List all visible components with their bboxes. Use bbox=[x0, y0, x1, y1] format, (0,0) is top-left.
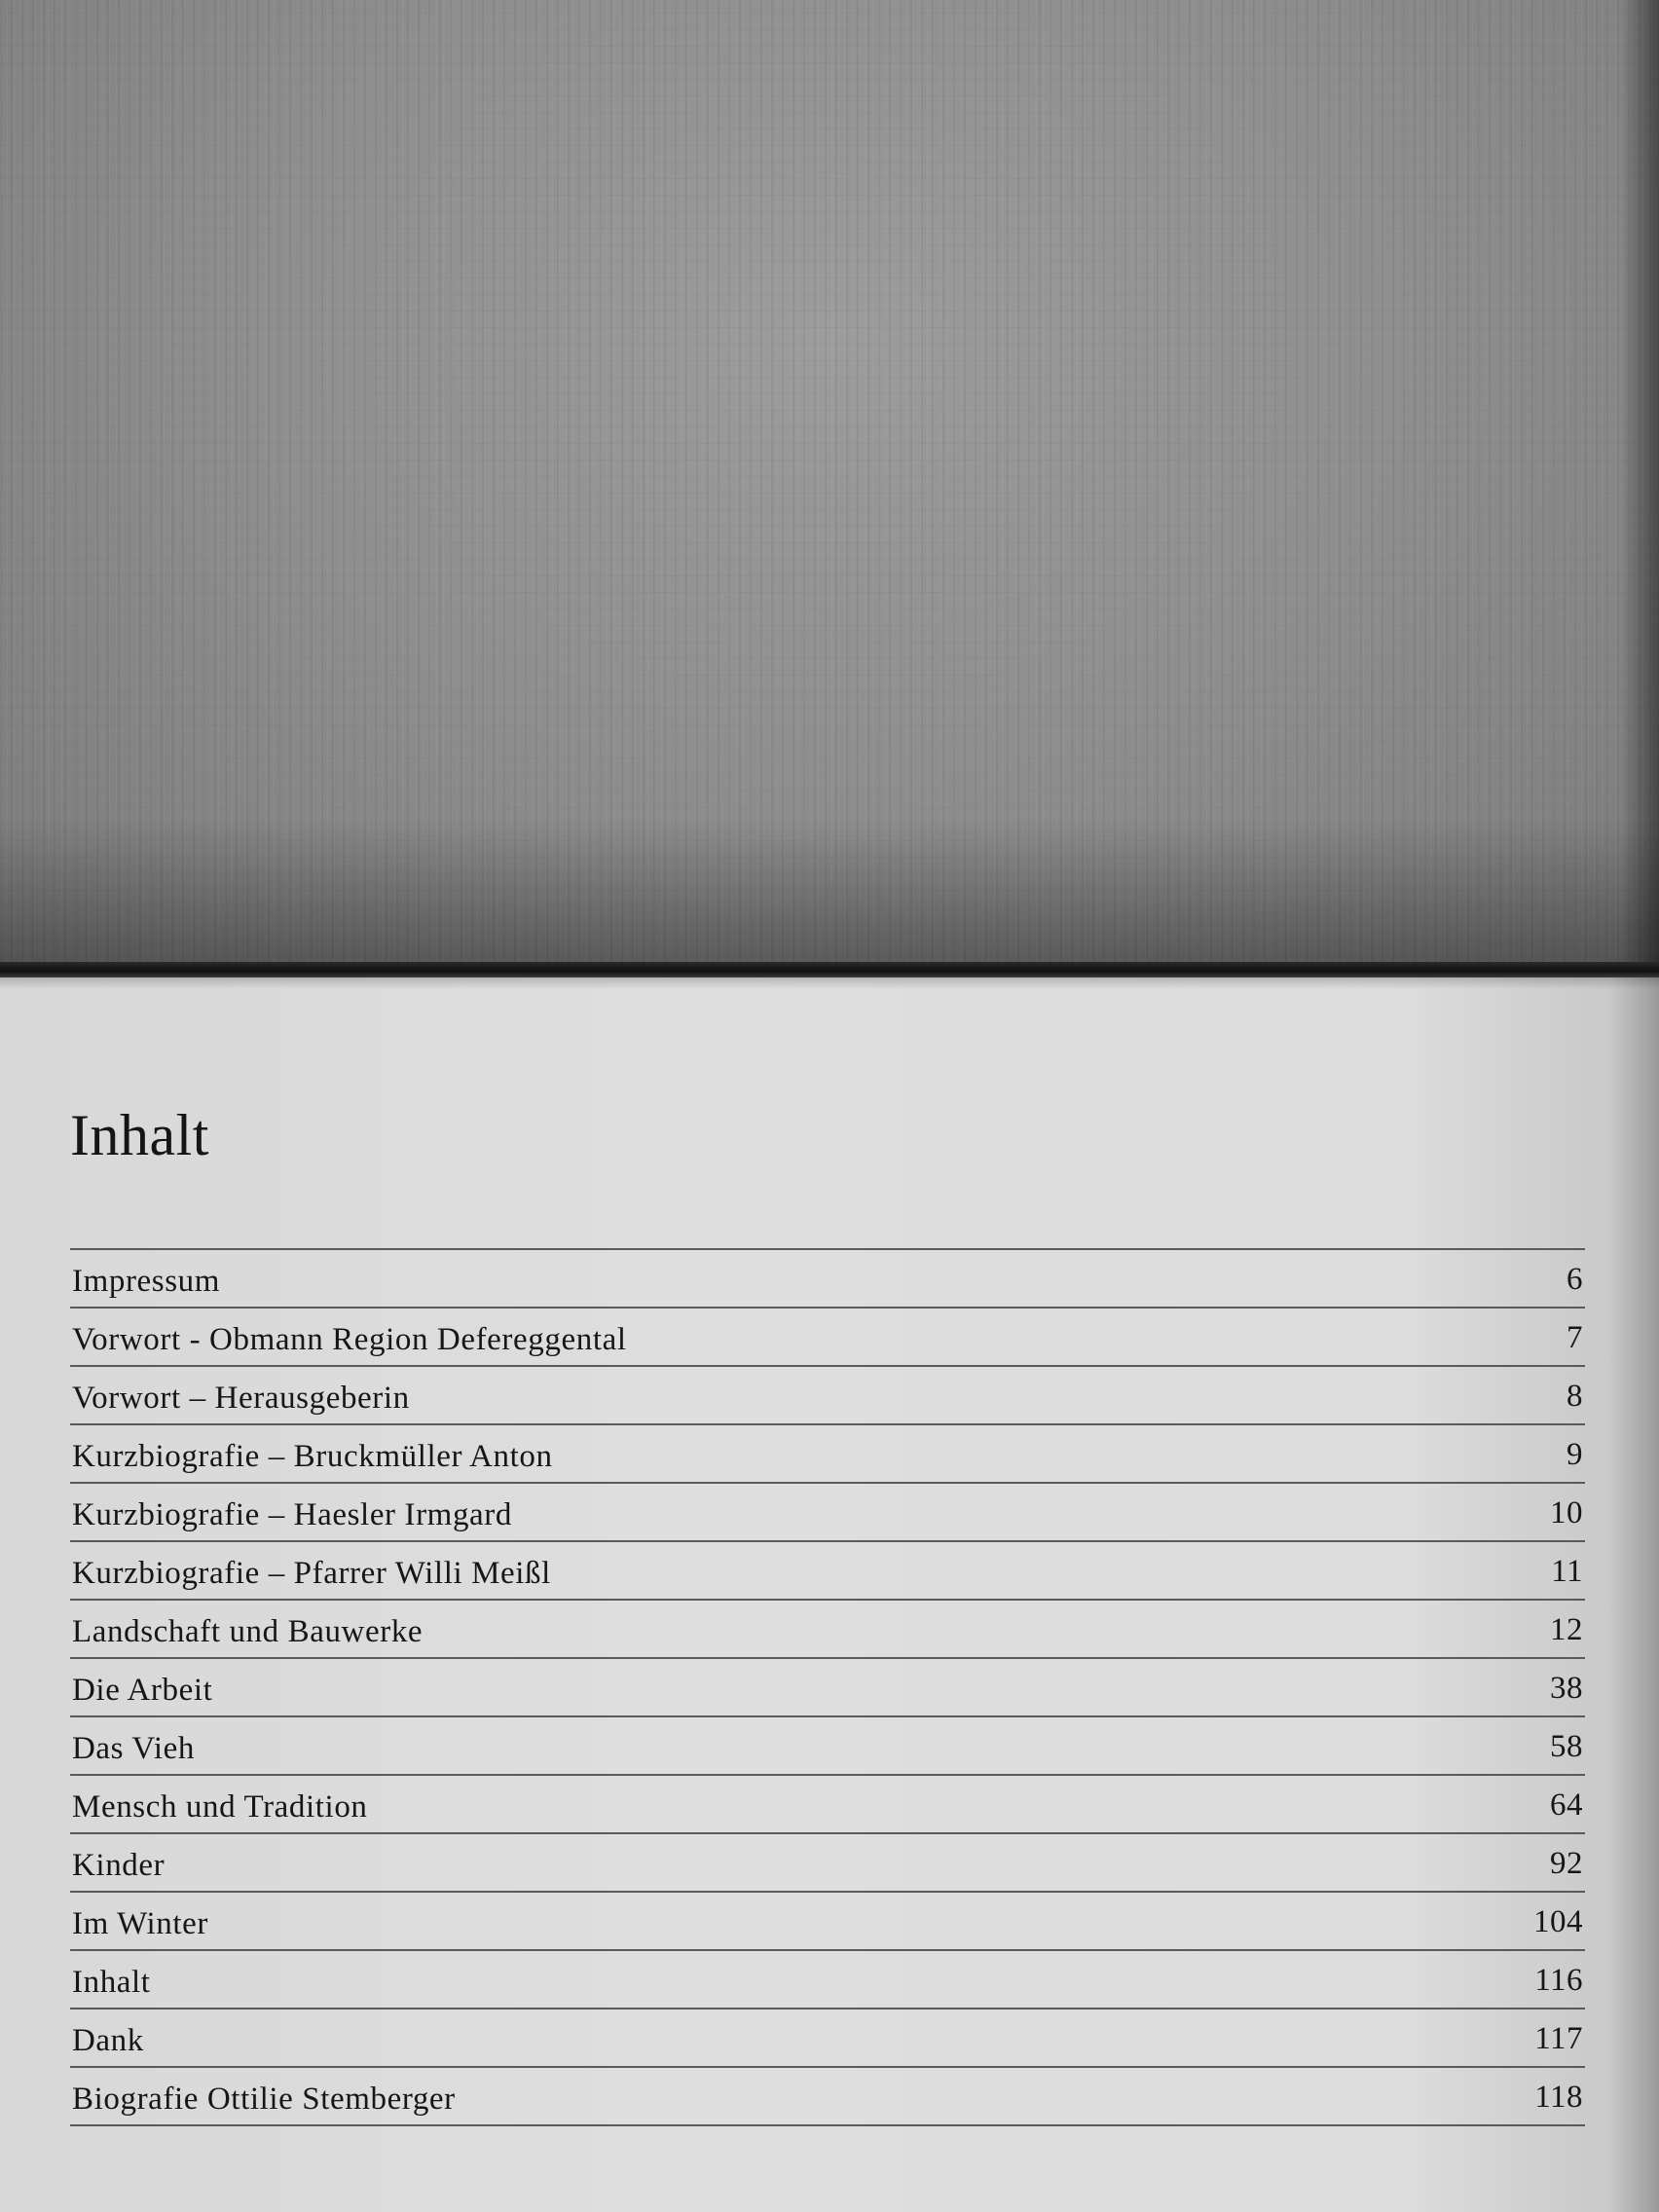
toc-page-number: 11 bbox=[1551, 1553, 1583, 1589]
toc-row bbox=[70, 1659, 1585, 1717]
page-top-shadow bbox=[0, 977, 1659, 989]
toc-row bbox=[70, 2009, 1585, 2068]
toc-entry-label: Impressum bbox=[72, 1263, 221, 1299]
toc-row bbox=[70, 1834, 1585, 1893]
toc-row bbox=[70, 1309, 1585, 1367]
toc-page-number: 92 bbox=[1550, 1845, 1583, 1881]
toc-page-number: 64 bbox=[1550, 1787, 1583, 1823]
toc-row bbox=[70, 1367, 1585, 1425]
toc-entry-label: Mensch und Tradition bbox=[72, 1788, 368, 1825]
book-binding-edge bbox=[0, 962, 1659, 977]
toc-entry-label: Inhalt bbox=[72, 1964, 151, 2000]
toc-row bbox=[70, 1250, 1585, 1309]
toc-page-number: 9 bbox=[1567, 1436, 1583, 1472]
toc-entry-label: Kinder bbox=[72, 1847, 166, 1883]
toc-page-number: 7 bbox=[1567, 1319, 1583, 1355]
toc-page-number: 117 bbox=[1534, 2020, 1583, 2056]
page-title: Inhalt bbox=[70, 1103, 209, 1167]
toc-entry-label: Kurzbiografie – Haesler Irmgard bbox=[72, 1496, 512, 1532]
toc-entry-label: Landschaft und Bauwerke bbox=[72, 1613, 424, 1649]
toc-page-number: 10 bbox=[1550, 1494, 1583, 1530]
toc-entry-label: Im Winter bbox=[72, 1905, 209, 1941]
toc-entry-label: Kurzbiografie – Bruckmüller Anton bbox=[72, 1438, 553, 1474]
book-page bbox=[0, 977, 1659, 2212]
right-edge-shadow bbox=[1620, 0, 1659, 974]
toc-row bbox=[70, 1542, 1585, 1601]
toc-entry-label: Das Vieh bbox=[72, 1730, 195, 1766]
table-of-contents bbox=[70, 1248, 1585, 2126]
toc-entry-label: Vorwort – Herausgeberin bbox=[72, 1380, 410, 1416]
toc-row bbox=[70, 1893, 1585, 1951]
toc-row bbox=[70, 1425, 1585, 1484]
toc-row bbox=[70, 1717, 1585, 1776]
toc-page-number: 116 bbox=[1534, 1962, 1583, 1998]
toc-page-number: 12 bbox=[1550, 1611, 1583, 1647]
toc-entry-label: Biografie Ottilie Stemberger bbox=[72, 2081, 456, 2117]
toc-page-number: 8 bbox=[1567, 1378, 1583, 1414]
endpaper-shadow bbox=[0, 818, 1659, 974]
toc-page-number: 104 bbox=[1533, 1903, 1583, 1939]
toc-page-number: 118 bbox=[1534, 2079, 1583, 2115]
toc-entry-label: Die Arbeit bbox=[72, 1672, 213, 1708]
toc-row bbox=[70, 1776, 1585, 1834]
toc-page-number: 6 bbox=[1567, 1261, 1583, 1297]
toc-entry-label: Kurzbiografie – Pfarrer Willi Meißl bbox=[72, 1555, 551, 1591]
toc-row bbox=[70, 2068, 1585, 2126]
toc-page-number: 38 bbox=[1550, 1670, 1583, 1706]
toc-page-number: 58 bbox=[1550, 1728, 1583, 1764]
toc-row bbox=[70, 1484, 1585, 1542]
toc-entry-label: Dank bbox=[72, 2022, 144, 2058]
toc-row bbox=[70, 1951, 1585, 2009]
toc-entry-label: Vorwort - Obmann Region Defereggental bbox=[72, 1321, 627, 1357]
toc-row bbox=[70, 1601, 1585, 1659]
